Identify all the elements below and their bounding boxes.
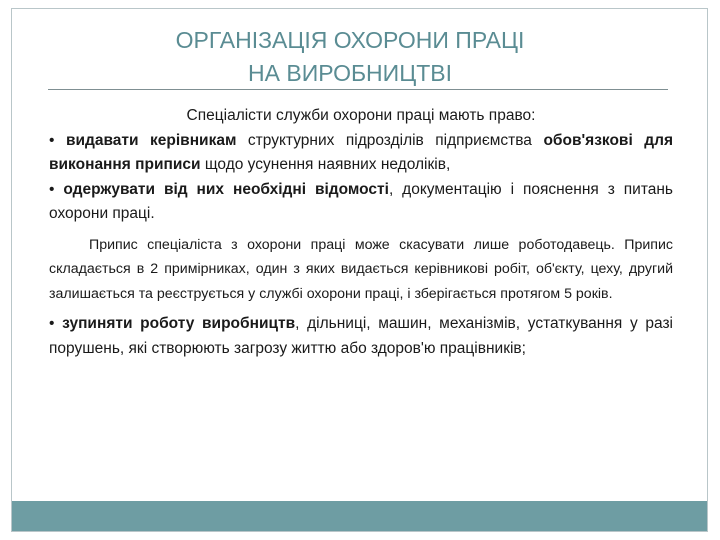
item-text: структурних підрозділів підприємства bbox=[236, 131, 544, 149]
list-item-obtain-info bbox=[49, 178, 673, 227]
title-line-1: ОРГАНІЗАЦІЯ ОХОРОНИ ПРАЦІ bbox=[175, 27, 525, 53]
bold-phrase: обов'язкові для виконання приписи bbox=[49, 131, 673, 173]
slide-title bbox=[0, 24, 700, 90]
item-text: щодо усунення наявних недоліків, bbox=[200, 156, 451, 173]
list-item-issue-orders bbox=[49, 129, 673, 178]
bold-phrase: зупиняти роботу виробництв bbox=[62, 315, 296, 332]
title-line-2: НА ВИРОБНИЦТВІ bbox=[248, 60, 452, 86]
slide-body bbox=[49, 104, 673, 361]
bullet: • bbox=[49, 180, 55, 198]
order-note-paragraph: Припис спеціаліста з охорони праці може скасувати лише роботодавець. Припис складається в 2 примірниках, один з яких видається керівникові робіт, об'єкту, цеху, другий залишається та реєструється у службі охорони праці, і зберігається протягом 5 років. bbox=[49, 236, 673, 302]
item-text: , дільниці, машин, механізмів, устаткування у разі порушень, які створюють загрозу життю або здоров'ю працівників; bbox=[49, 315, 673, 357]
item-text: , документацію і пояснення з питань охорони праці. bbox=[49, 180, 673, 222]
footer-bar bbox=[12, 501, 707, 531]
bold-phrase: одержувати від них необхідні відомості bbox=[63, 180, 389, 198]
bold-phrase: видавати керівникам bbox=[65, 131, 237, 149]
list-item-stop-work bbox=[49, 312, 673, 361]
bullet: • bbox=[49, 131, 55, 149]
intro-text: Спеціалісти служби охорони праці мають право: bbox=[186, 107, 536, 124]
bullet: • bbox=[49, 315, 55, 332]
title-divider bbox=[48, 89, 668, 90]
